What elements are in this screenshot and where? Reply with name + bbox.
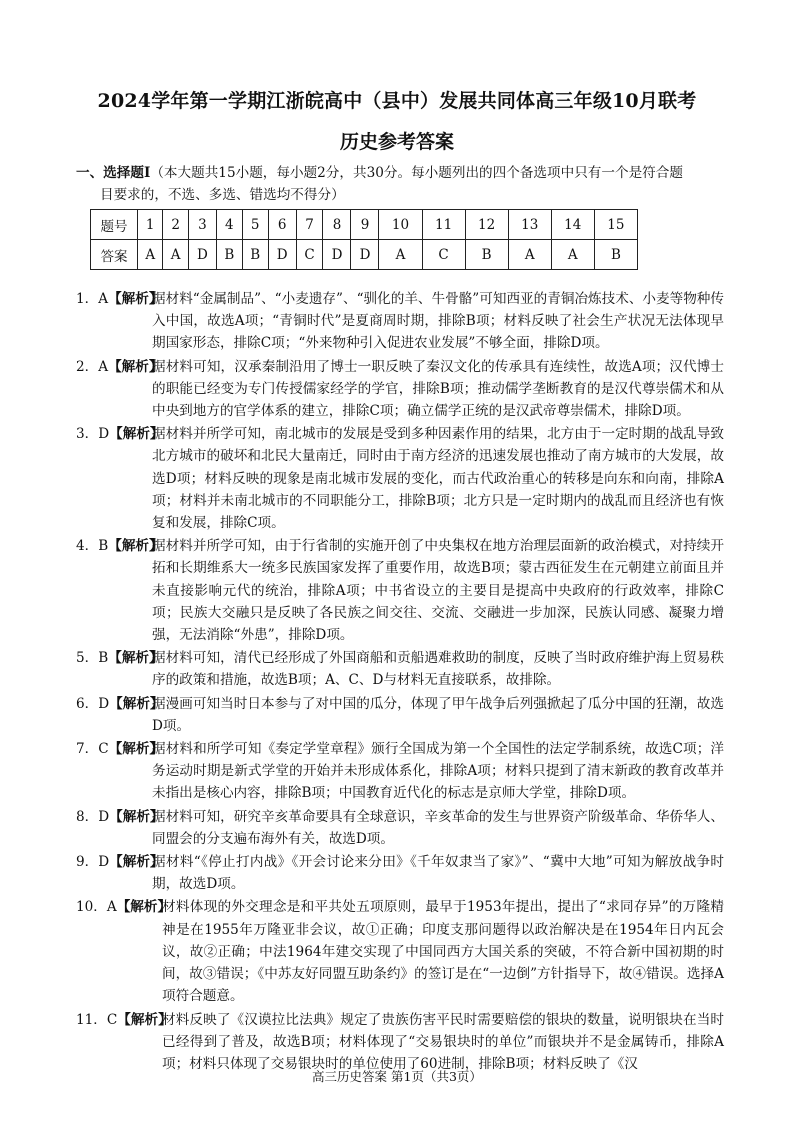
item-number: 4．B [76,538,109,555]
item-number: 2．A [76,358,109,375]
item-text: 据材料和所学可知《奏定学堂章程》颁行全国成为第一个全国性的法定学制系统，故选C项；洋务运动时期是新式学堂的开始并未形成体系化，排除A项；材料只提到了清末新政的教育改革并未指出是核心内容，排除B项；中国教育近代化的标志是京师大学堂，排除D项。 [152,741,724,802]
answer-cell: A [508,240,551,270]
explanation-item [76,851,724,895]
item-text: 据材料“金属制品”、“小麦遗存”、“驯化的羊、牛骨骼”可知西亚的青铜冶炼技术、小麦等物种传入中国，故选A项；“青铜时代”是夏商周时期，排除B项；材料反映了社会生产状况无法体现早期国家形态，排除C项；“外来物种引入促进农业发展”不够全面，排除D项。 [152,291,724,352]
item-text: 据材料“《停止打内战》《开会讨论来分田》《千年奴隶当了家》”、“冀中大地”可知为解放战争时期，故选D项。 [152,854,724,893]
explanation-item [76,693,724,737]
row-label-number: 题号 [91,210,138,240]
item-text: 据材料可知，研究辛亥革命要具有全球意识，辛亥革命的发生与世界资产阶级革命、华侨华人、同盟会的分支遍布海外有关，故选D项。 [152,808,724,847]
section-header [76,162,726,206]
row-label-answer: 答案 [91,240,138,270]
item-text: 据材料可知，清代已经形成了外国商船和贡船遇难救助的制度，反映了当时政府维护海上贸易秩序的政策和措施，故选B项；A、C、D与材料无直接联系，故排除。 [152,650,724,689]
answer-cell: A [138,240,163,270]
item-number: 11．C [76,1011,118,1028]
explanation-item [76,1009,724,1076]
question-number: 3 [188,210,216,240]
answer-cell: B [594,240,637,270]
explanation-item [76,356,724,423]
answer-cell: A [163,240,188,270]
answer-cell: A [379,240,422,270]
question-number: 12 [465,210,508,240]
question-number: 10 [379,210,422,240]
question-number: 14 [551,210,594,240]
analysis-tag: 【解析】 [108,358,163,375]
analysis-tag: 【解析】 [116,899,172,916]
item-text: 材料体现的外交理念是和平共处五项原则，最早于1953年提出，提出了“求同存异”的万隆精神是在1955年万隆亚非会议，故①正确；印度支那问题得以政治解决是在1954年日内瓦会议，故②正确；中法1964年建交实现了中国同西方大国关系的突破，不符合新中国初期的时间，故③错误；《中苏友好同盟互助条约》的签订是在“一边倒”方针指导下，故④错误。选择A项符合题意。 [162,899,724,1005]
item-text: 据材料可知，汉承秦制沿用了博士一职反映了秦汉文化的传承具有连续性，故选A项；汉代博士的职能已经变为专门传授儒家经学的学官，排除B项；推动儒学垄断教育的是汉代尊崇儒术和从中央到地方的官学体系的建立，排除C项；确立儒学正统的是汉武帝尊崇儒术，排除D项。 [152,358,724,420]
question-number: 4 [216,210,242,240]
answer-cell: C [422,240,465,270]
item-number: 10．A [76,899,117,916]
answer-cell: B [242,240,268,270]
question-number: 9 [351,210,379,240]
item-text: 材料反映了《汉谟拉比法典》规定了贵族伤害平民时需要赔偿的银块的数量，说明银块在当时已经得到了普及，故选B项；材料体现了“交易银块时的单位”而银块并不是金属铸币，排除A项；材料只体现了交易银块时的单位使用了60进制，排除B项；材料反映了《汉 [162,1011,724,1072]
page-subtitle: 历史参考答案 [339,131,454,153]
analysis-tag: 【解析】 [108,538,163,555]
item-number: 8．D [76,808,110,825]
explanation-list [76,288,724,1076]
question-number: 5 [242,210,268,240]
item-text: 据材料并所学可知，由于行省制的实施开创了中央集权在地方治理层面新的政治模式，对持续开拓和长期维系大一统多民族国家发挥了重要作用，故选B项；蒙古西征发生在元朝建立前面且并未直接影响元代的统治，排除A项；中书省设立的主要目是提高中央政府的行政效率，排除C项；民族大交融只是反映了各民族之间交往、交流、交融进一步加深，民族认同感、凝聚力增强，无法消除“外患”，排除D项。 [152,538,724,644]
question-number: 1 [138,210,163,240]
question-number: 6 [268,210,296,240]
section-desc-line1: （本大题共15小题，每小题2分，共30分。每小题列出的四个备选项中只有一个是符合题 [150,165,683,181]
explanation-item [76,896,724,1007]
question-number-row [91,210,638,240]
item-number: 5．B [76,650,109,667]
question-number: 2 [163,210,188,240]
page-footer: 高三历史答案 第1页（共3页） [312,1069,482,1084]
analysis-tag: 【解析】 [108,741,164,758]
analysis-tag: 【解析】 [108,291,163,307]
question-number: 11 [422,210,465,240]
question-number: 13 [508,210,551,240]
answer-cell: B [465,240,508,270]
analysis-tag: 【解析】 [109,695,164,712]
explanation-item [76,423,724,534]
explanation-item [76,738,724,805]
section-heading: 一、选择题Ⅰ [76,165,151,181]
question-number: 15 [594,210,637,240]
question-number: 8 [323,210,351,240]
answer-cell: D [351,240,379,270]
analysis-tag: 【解析】 [108,650,163,667]
analysis-tag: 【解析】 [109,854,164,871]
section-desc-line2: 目要求的，不选、多选、错选均不得分） [100,187,345,203]
answer-cell: D [268,240,296,270]
answer-table [90,209,638,270]
item-number: 1．A [76,291,109,307]
explanation-item [76,647,724,691]
answer-cell: D [188,240,216,270]
analysis-tag: 【解析】 [109,426,164,443]
item-number: 7．C [76,741,109,758]
explanation-item [76,535,724,646]
item-number: 9．D [76,854,110,871]
question-number: 7 [296,210,323,240]
analysis-tag: 【解析】 [109,808,164,825]
analysis-tag: 【解析】 [117,1011,172,1028]
exam-title: 2024学年第一学期江浙皖高中（县中）发展共同体高三年级10月联考 [97,90,697,112]
answer-cell: C [296,240,323,270]
answer-cell: D [323,240,351,270]
answer-cell: B [216,240,242,270]
answer-cell: A [551,240,594,270]
item-text: 据材料并所学可知，南北城市的发展是受到多种因素作用的结果，北方由于一定时期的战乱导致北方城市的破坏和北民大量南迁，同时由于南方经济的迅速发展也推动了南方城市的大发展，故选D项；材料反映的现象是南北城市发展的变化，而古代政治重心的转移是向东和向南，排除A项；材料并未南北城市的不同职能分工，排除B项；北方只是一定时期内的战乱而且经济也有恢复和发展，排除C项。 [152,426,724,532]
explanation-item [76,806,724,850]
item-number: 6．D [76,695,110,712]
answer-row [91,240,638,270]
item-number: 3．D [76,426,110,443]
explanation-item [76,288,724,355]
item-text: 据漫画可知当时日本参与了对中国的瓜分，体现了甲午战争后列强掀起了瓜分中国的狂潮，故选D项。 [152,695,724,734]
